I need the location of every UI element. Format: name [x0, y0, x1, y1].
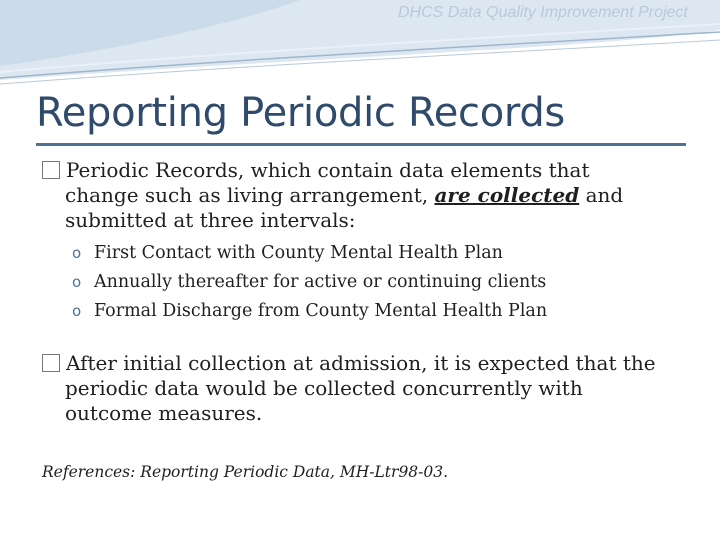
circle-bullet-icon: o [72, 302, 82, 320]
paragraph2-line3: outcome measures. [65, 401, 263, 425]
list-item-text: Annually thereafter for active or continuing clients [94, 272, 547, 292]
paragraph-line [42, 183, 692, 208]
circle-bullet-icon: o [72, 273, 82, 291]
emphasis-are-collected: are collected [434, 183, 580, 207]
list-item-text: Formal Discharge from County Mental Health Plan [94, 301, 548, 321]
title-underline [36, 143, 686, 146]
header-project-name: DHCS Data Quality Improvement Project [398, 4, 688, 21]
reference-note: References: Reporting Periodic Data, MH-Ltr98-03. [42, 463, 449, 481]
paragraph-line [42, 158, 692, 183]
circle-bullet-icon: o [72, 244, 82, 262]
paragraph-after-collection [42, 351, 692, 426]
bullet-box-icon [42, 161, 60, 179]
paragraph1-line2: change such as living arrangement, [65, 183, 429, 207]
paragraph2-line1: After initial collection at admission, it is expected that the [66, 351, 656, 375]
list-item [72, 268, 692, 297]
list-item-text: First Contact with County Mental Health Plan [94, 243, 503, 263]
paragraph-periodic-records [42, 158, 692, 233]
paragraph2-line2: periodic data would be collected concurrently with [65, 376, 583, 400]
interval-list [72, 239, 692, 326]
paragraph1-line1: Periodic Records, which contain data elements that [66, 158, 590, 182]
list-item [72, 297, 692, 326]
paragraph1-line2-end: and [579, 183, 624, 207]
page-title: Reporting Periodic Records [36, 90, 565, 136]
paragraph-line [42, 351, 692, 376]
paragraph1-line3: submitted at three intervals: [65, 208, 356, 232]
list-item [72, 239, 692, 268]
bullet-box-icon [42, 354, 60, 372]
